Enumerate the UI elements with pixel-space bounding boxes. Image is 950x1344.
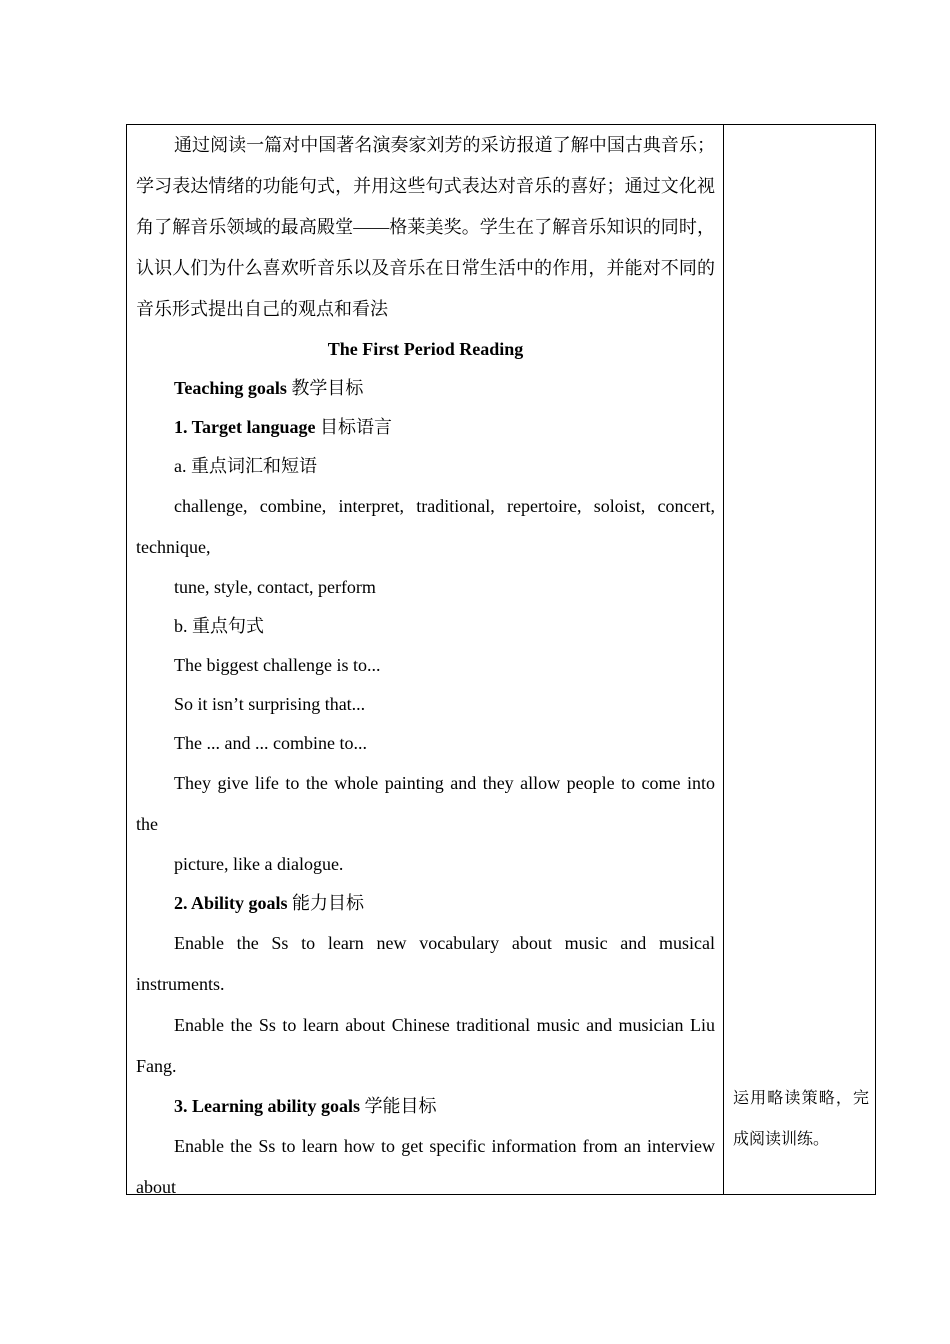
key-sentence: They give life to the whole painting and they allow people to come into the <box>136 773 715 834</box>
teaching-goals-zh: 教学目标 <box>286 378 364 398</box>
vocab-heading: a. 重点词汇和短语 <box>174 456 317 476</box>
target-language-zh: 目标语言 <box>315 417 393 437</box>
learning-goals-heading <box>136 1087 715 1126</box>
key-sentence: So it isn’t surprising that... <box>174 694 366 714</box>
key-sentence: The biggest challenge is to... <box>174 655 381 675</box>
key-sentence: The ... and ... combine to... <box>174 733 367 753</box>
vocab-line: tune, style, contact, perform <box>174 577 376 597</box>
ability-goals-heading <box>136 884 715 923</box>
target-language-en: 1. Target language <box>174 417 316 437</box>
ability-goal-item: Enable the Ss to learn about Chinese traditional music and musician Liu Fang. <box>136 1015 715 1076</box>
ability-goals-en: 2. Ability goals <box>174 893 288 913</box>
notes-cell <box>724 125 875 1194</box>
teaching-goals-en: Teaching goals <box>174 378 287 398</box>
ability-goals-zh: 能力目标 <box>287 893 365 913</box>
teaching-goals-heading <box>136 369 715 408</box>
content-cell <box>127 125 724 1197</box>
learning-goal-item: Enable the Ss to learn how to get specific information from an interview about <box>136 1136 715 1197</box>
side-note: 运用略读策略，完成阅读训练。 <box>733 1090 869 1148</box>
lesson-table <box>126 124 876 1195</box>
learning-goals-zh: 学能目标 <box>360 1096 437 1116</box>
vocab-line: challenge, combine, interpret, traditional, repertoire, soloist, concert, technique, <box>136 496 715 557</box>
learning-goals-en: 3. Learning ability goals <box>174 1096 361 1116</box>
period-title: The First Period Reading <box>327 339 524 359</box>
target-language-heading <box>136 408 715 447</box>
intro-paragraph: 通过阅读一篇对中国著名演奏家刘芳的采访报道了解中国古典音乐；学习表达情绪的功能句式，并用这些句式表达对音乐的喜好；通过文化视角了解音乐领域的最高殿堂——格莱美奖。学生在了解音乐知识的同时，认识人们为什么喜欢听音乐以及音乐在日常生活中的作用，并能对不同的音乐形式提出自己的观点和看法 <box>136 135 715 319</box>
key-sentence: picture, like a dialogue. <box>174 854 344 874</box>
sentences-heading: b. 重点句式 <box>174 616 264 636</box>
ability-goal-item: Enable the Ss to learn new vocabulary about music and musical instruments. <box>136 933 715 994</box>
